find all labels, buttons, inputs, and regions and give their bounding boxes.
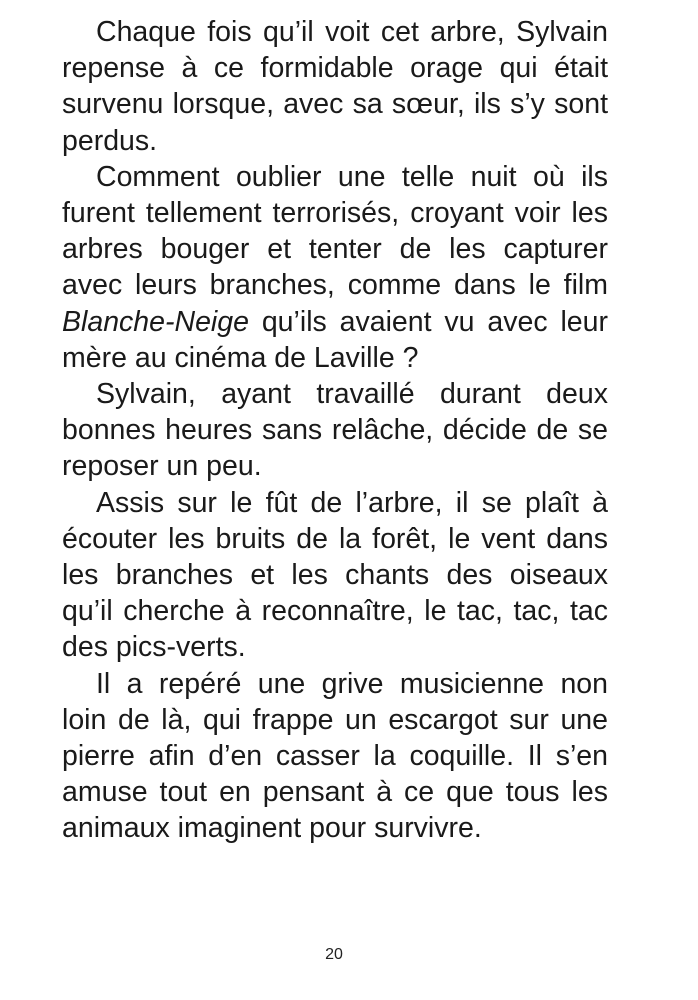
page-body <box>62 14 608 847</box>
film-title: Blanche-Neige <box>62 305 249 338</box>
paragraph-2-text-before: Comment oublier une telle nuit où ils furent tellement terrorisés, croyant voir les arbres bouger et tenter de les capturer avec leurs branches, comme dans le film <box>62 160 608 302</box>
paragraph-4: Assis sur le fût de l’arbre, il se plaît à écouter les bruits de la forêt, le vent dans les branches et les chants des oiseaux qu’il cherche à reconnaître, le tac, tac, tac des pics-verts. <box>62 486 608 664</box>
paragraph-1: Chaque fois qu’il voit cet arbre, Sylvain repense à ce formidable orage qui était survenu lorsque, avec sa sœur, ils s’y sont perdus. <box>62 16 608 157</box>
paragraph-2-text-after: qu’ils avaient vu avec leur mère au cinéma de Laville ? <box>62 305 608 374</box>
paragraph-2 <box>62 159 608 376</box>
paragraph-5: Il a repéré une grive musicienne non loin de là, qui frappe un escargot sur une pierre afin d’en casser la coquille. Il s’en amuse tout en pensant à ce que tous les animaux imaginent pour survivre. <box>62 667 608 845</box>
page-number: 20 <box>325 946 343 963</box>
paragraph-3: Sylvain, ayant travaillé durant deux bonnes heures sans relâche, décide de se reposer un peu. <box>62 378 608 483</box>
